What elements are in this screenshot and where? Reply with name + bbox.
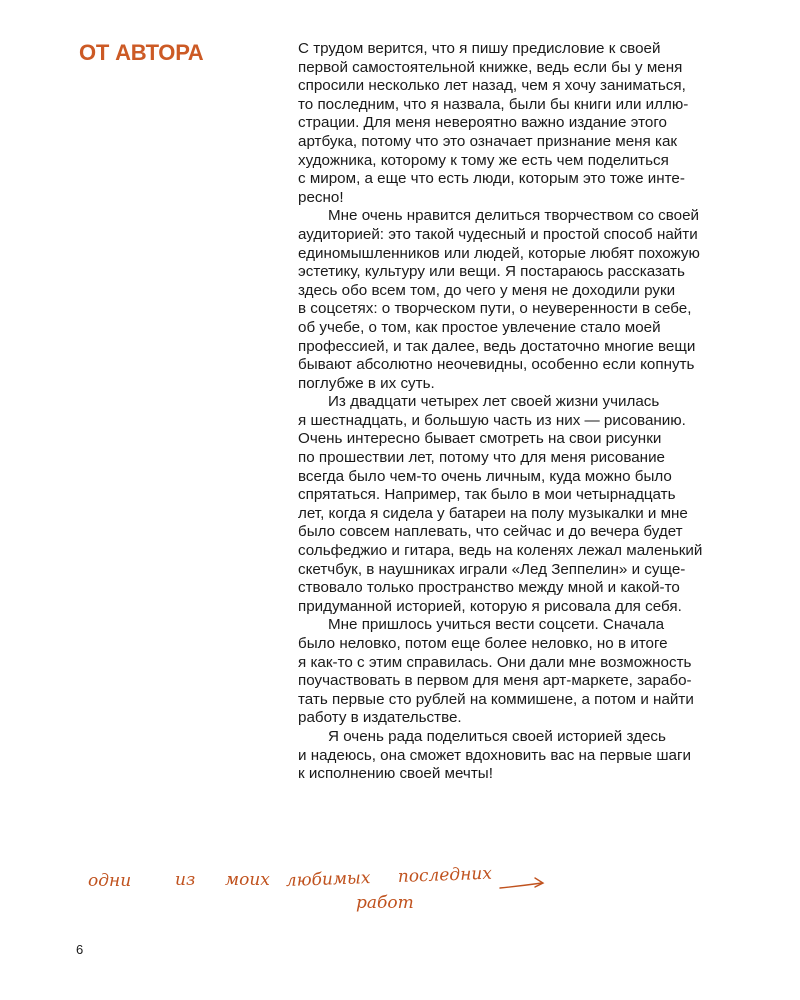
text-line: художника, которому к тому же есть чем поделиться <box>298 151 669 169</box>
section-heading: ОТ АВТОРА <box>79 40 204 65</box>
text-line: работу в издательстве. <box>298 709 462 727</box>
text-line: Из двадцати четырех лет своей жизни училась <box>328 393 660 411</box>
text-line: всегда было чем-то очень личным, куда можно было <box>298 467 672 485</box>
text-line: об учебе, о том, как простое увлечение стало моей <box>298 318 661 336</box>
text-line: в соцсетях: о творческом пути, о неуверенности в себе, <box>298 300 692 318</box>
text-line: профессией, и так далее, ведь достаточно многие вещи <box>298 337 696 355</box>
text-line: поучаствовать в первом для меня арт-маркете, зарабо- <box>298 672 692 690</box>
text-line: Очень интересно бывает смотреть на свои рисунки <box>298 430 662 448</box>
text-line: С трудом верится, что я пишу предисловие к своей <box>298 40 661 57</box>
text-line: артбука, потому что это означает признание меня как <box>298 132 678 150</box>
text-line: к исполнению своей мечты! <box>298 765 493 783</box>
text-line: ресно! <box>298 188 344 206</box>
page-number: 6 <box>76 942 84 957</box>
handwritten-word: из <box>175 870 196 890</box>
text-line: то последним, что я назвала, были бы книги или иллю- <box>298 95 689 113</box>
handwritten-word: моих <box>225 870 270 890</box>
text-line: спросили несколько лет назад, чем я хочу заниматься, <box>298 77 686 95</box>
text-line: страции. Для меня невероятно важно издание этого <box>298 114 667 132</box>
text-line: придуманной историей, которую я рисовала для себя. <box>298 597 682 615</box>
handwritten-word: любимых <box>285 868 371 891</box>
text-line: с миром, а еще что есть люди, которым это тоже инте- <box>298 170 685 188</box>
text-line: Я очень рада поделиться своей историей здесь <box>328 727 666 745</box>
text-line: эстетику, культуру или вещи. Я постараюсь рассказать <box>298 263 685 281</box>
handwritten-caption <box>80 858 560 928</box>
text-line: аудиторией: это такой чудесный и простой способ найти <box>298 225 698 243</box>
text-line: я шестнадцать, и большую часть из них — рисованию. <box>298 411 686 429</box>
arrow-right-icon <box>500 878 543 888</box>
text-line: Мне пришлось учиться вести соцсети. Сначала <box>328 616 665 634</box>
text-line: первой самостоятельной книжке, ведь если бы у меня <box>298 58 683 76</box>
handwritten-word: последних <box>397 863 493 887</box>
text-line: спрятаться. Например, так было в мои четырнадцать <box>298 486 676 504</box>
handwritten-word: одни <box>88 871 132 891</box>
handwritten-word: работ <box>356 893 414 913</box>
text-line: тать первые сто рублей на коммишене, а потом и найти <box>298 690 694 708</box>
text-line: здесь обо всем том, до чего у меня не доходили руки <box>298 281 676 299</box>
text-line: было совсем наплевать, что сейчас и до вечера будет <box>298 523 683 541</box>
text-line: лет, когда я сидела у батареи на полу музыкалки и мне <box>298 504 688 522</box>
text-line: Мне очень нравится делиться творчеством со своей <box>328 207 700 225</box>
preface-body-text <box>298 40 728 784</box>
text-line: сольфеджио и гитара, ведь на коленях лежал маленький <box>298 542 703 560</box>
text-line: единомышленников или людей, которые любят похожую <box>298 244 700 262</box>
text-line: было неловко, потом еще более неловко, но в итоге <box>298 635 668 652</box>
text-line: я как-то с этим справилась. Они дали мне возможность <box>298 653 692 671</box>
text-line: ствовало только пространство между мной и какой-то <box>298 579 680 597</box>
text-line: бывают абсолютно неочевидны, особенно если копнуть <box>298 356 695 374</box>
text-line: поглубже в их суть. <box>298 374 435 392</box>
text-line: скетчбук, в наушниках играли «Лед Зеппелин» и суще- <box>298 560 686 578</box>
text-line: по прошествии лет, потому что для меня рисование <box>298 449 666 467</box>
text-line: и надеюсь, она сможет вдохновить вас на первые шаги <box>298 746 692 764</box>
